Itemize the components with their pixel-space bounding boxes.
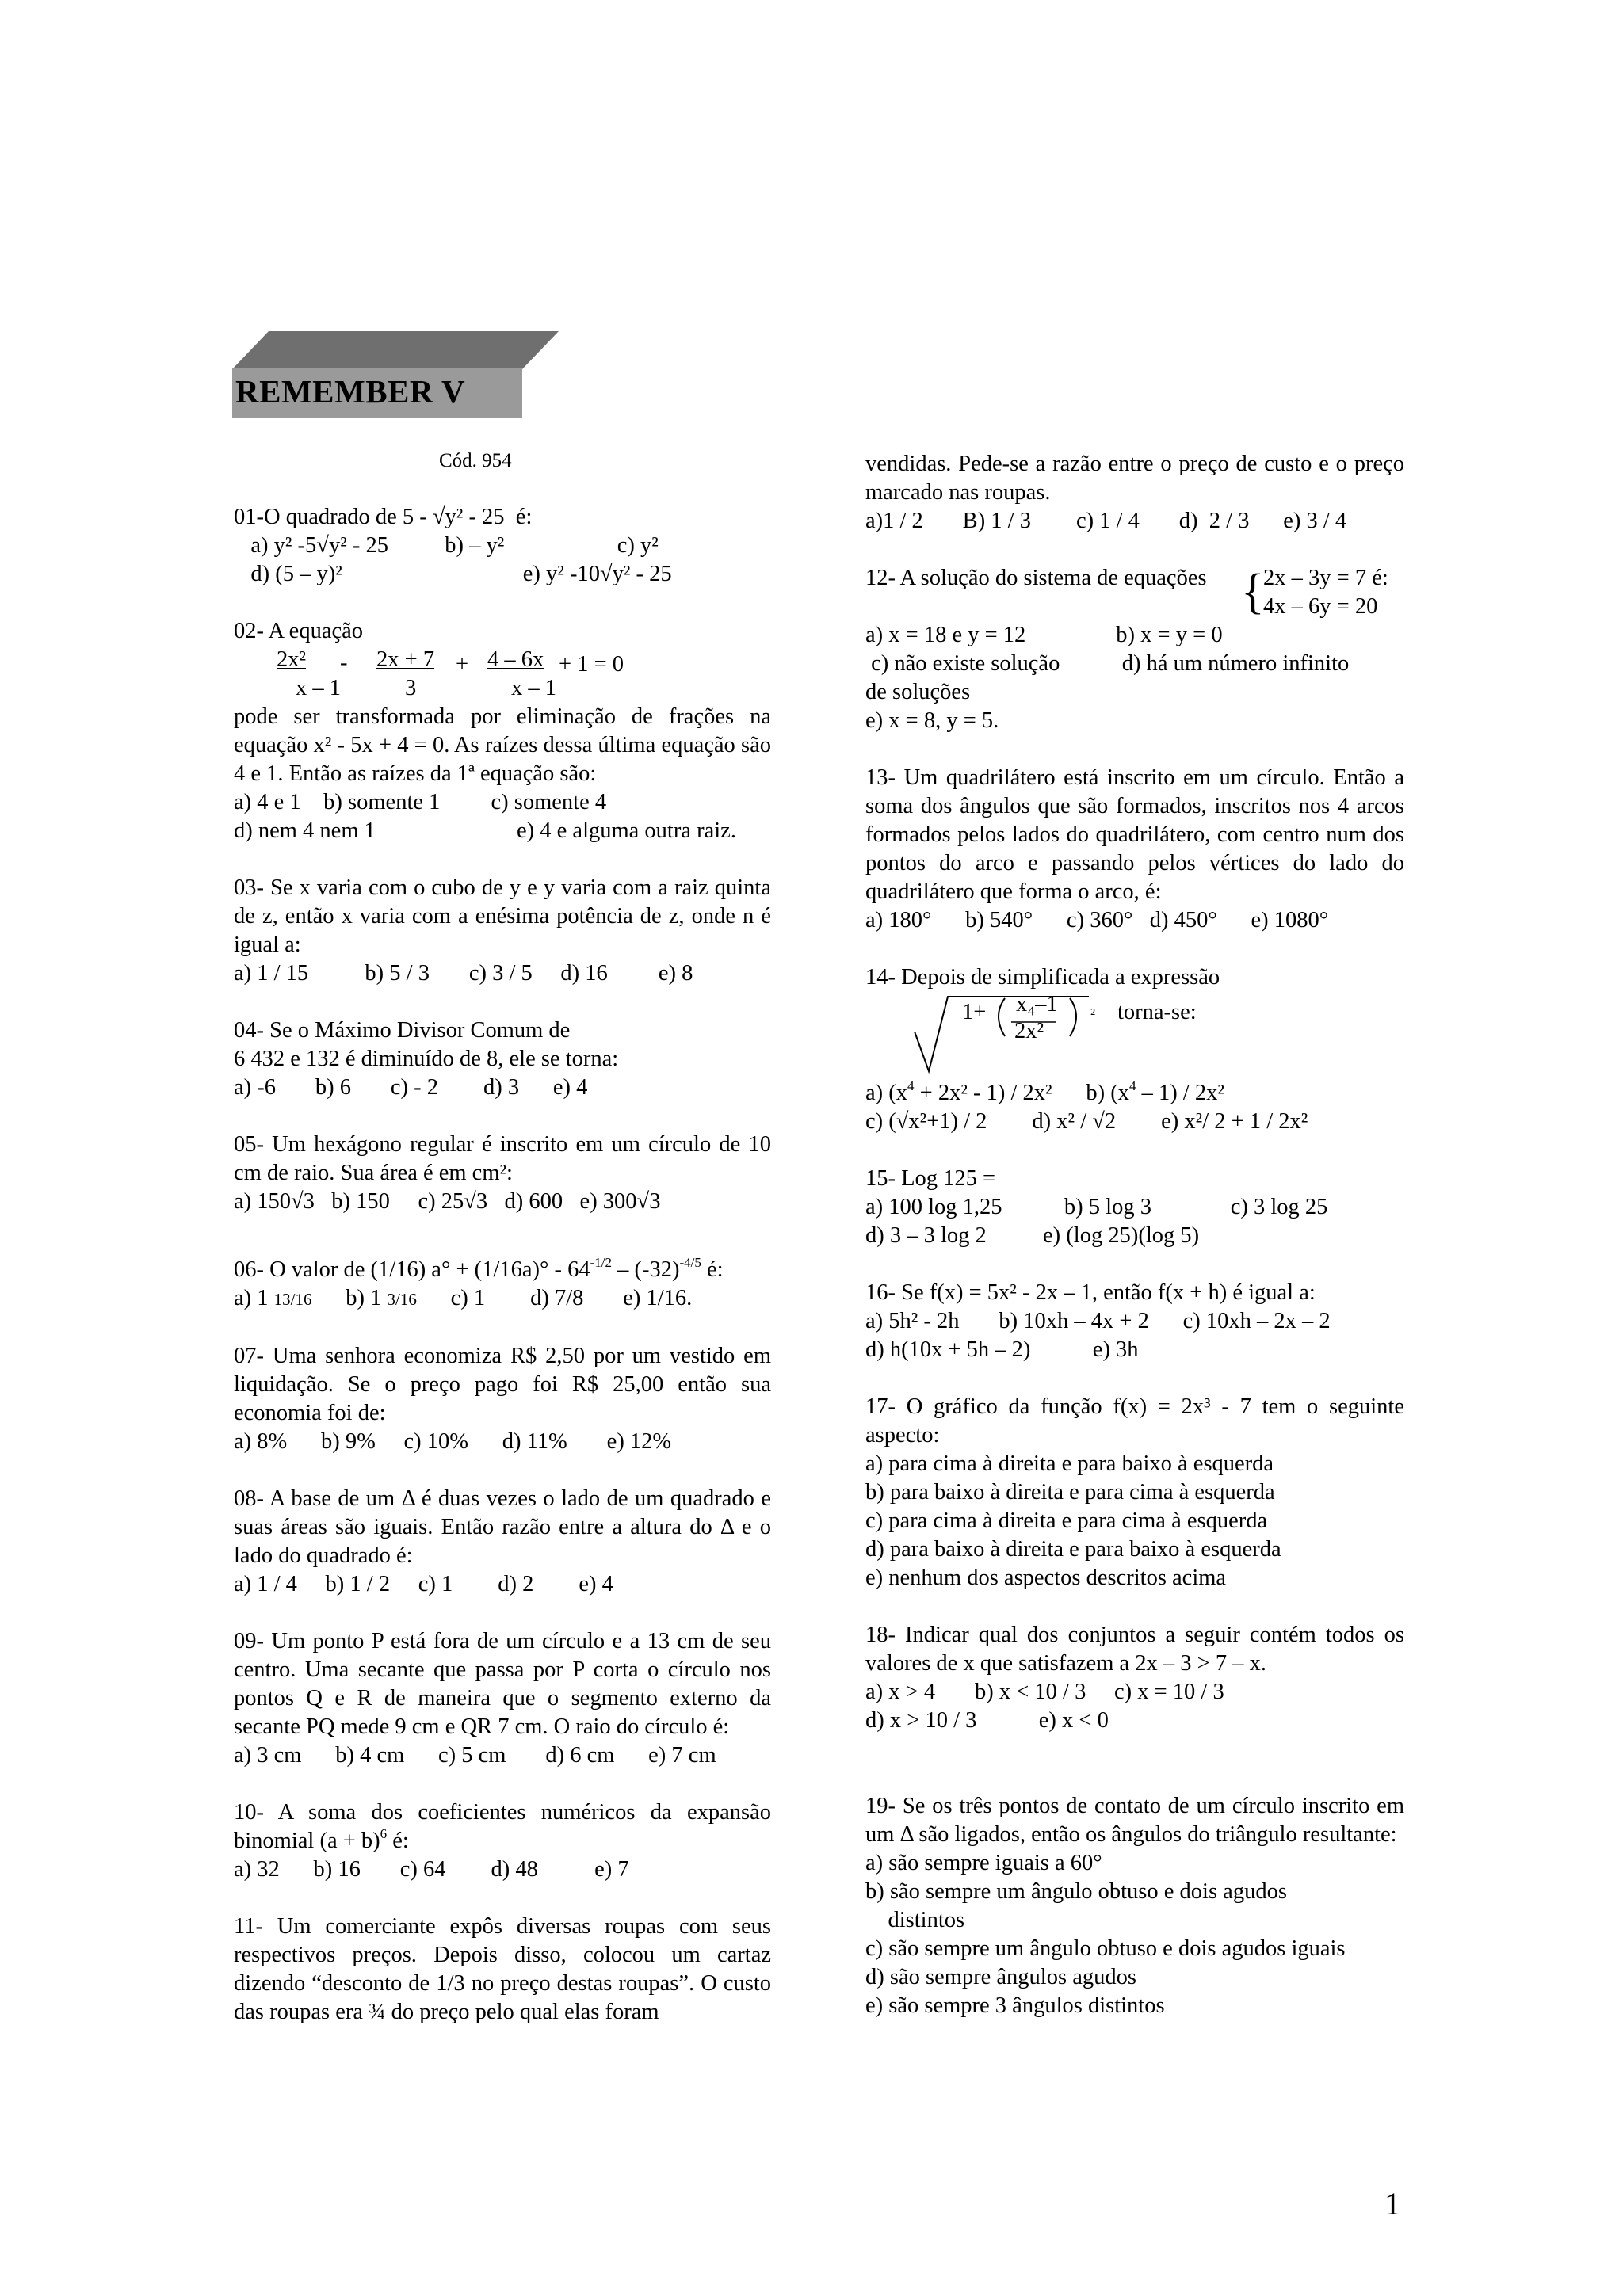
q12-stem: 12- A solução do sistema de equações [865,566,1207,590]
question-05 [234,1131,771,1216]
q06-stem-b: – (-32) [612,1257,680,1282]
question-16 [865,1279,1404,1364]
q05-body: 05- Um hexágono regular é inscrito em um círculo de 10 cm de raio. Sua área é em cm²: [234,1132,771,1185]
q03-body: 03- Se x varia com o cubo de y e y varia com a raiz quinta de z, então x varia com a enésima potência de z, onde n é igual a: [234,875,771,957]
q10-body [234,1798,771,1855]
q19-option-d: d) são sempre ângulos agudos [865,1965,1136,1989]
q19-option-a: a) são sempre iguais a 60° [865,1851,1102,1875]
q06-opt-b-frac: 3/16 [387,1290,417,1309]
q14-opt-a2: + 2x² - 1) / 2x² b) (x [914,1081,1129,1105]
question-01 [234,503,771,589]
q14-stem: 14- Depois de simplificada a expressão [865,965,1220,990]
q16-stem: 16- Se f(x) = 5x² - 2x – 1, então f(x + h) é igual a: [865,1280,1316,1305]
q02-equation [234,646,771,703]
q06-exp2: -4/5 [679,1254,701,1270]
q17-option-d: d) para baixo à direita e para baixo à esquerda [865,1537,1281,1562]
left-column [234,503,771,2055]
q15-options-2: d) 3 – 3 log 2 e) (log 25)(log 5) [865,1223,1200,1248]
q04-line2: 6 432 e 132 é diminuído de 8, ele se torna: [234,1047,619,1071]
question-11-continued [865,450,1404,536]
question-18 [865,1621,1404,1735]
q19-stem: 19- Se os três pontos de contato de um círculo inscrito em um Δ são ligados, então os ângulos do triângulo resultante: [865,1794,1404,1847]
q08-options: a) 1 / 4 b) 1 / 2 c) 1 d) 2 e) 4 [234,1572,613,1596]
q19-option-b1: b) são sempre um ângulo obtuso e dois agudos [865,1879,1287,1904]
q14-expression [865,992,1404,1079]
q02-plus: + [456,652,469,677]
q14-square: ² [1090,1005,1095,1023]
q02-num3: 4 – 6x [487,647,544,672]
q17-option-c: c) para cima à direita e para cima à esquerda [865,1508,1268,1533]
question-08 [234,1485,771,1599]
question-03 [234,874,771,988]
q08-body: 08- A base de um Δ é duas vezes o lado de um quadrado e suas áreas são iguais. Então razão entre a altura do Δ e o lado do quadrado é: [234,1486,771,1568]
q07-options: a) 8% b) 9% c) 10% d) 11% e) 12% [234,1429,672,1454]
q14-opt-a-exp: 4 [907,1077,915,1093]
banner-bevel [232,331,559,369]
right-column [865,450,1404,2049]
q09-options: a) 3 cm b) 4 cm c) 5 cm d) 6 cm e) 7 cm [234,1743,716,1768]
q03-options: a) 1 / 15 b) 5 / 3 c) 3 / 5 d) 16 e) 8 [234,961,693,986]
q12-eq1: 2x – 3y = 7 é: [1263,566,1388,590]
q09-body: 09- Um ponto P está fora de um círculo e a 13 cm de seu centro. Uma secante que passa por P corta o círculo nos pontos Q e R de maneira que o segmento externo da secante PQ mede 9 cm e QR 7 cm. O raio do círculo é: [234,1629,771,1739]
question-19 [865,1792,1404,2020]
q06-stem [234,1256,771,1284]
q18-options-1: a) x > 4 b) x < 10 / 3 c) x = 10 / 3 [865,1680,1224,1704]
q18-options-2: d) x > 10 / 3 e) x < 0 [865,1708,1109,1733]
q10-body-a: 10- A soma dos coeficientes numéricos da expansão binomial (a + b) [234,1800,771,1853]
q13-body: 13- Um quadrilátero está inscrito em um círculo. Então a soma dos ângulos que são formados, inscritos nos 4 arcos formados pelos lados do quadrilátero, com centro num dos pontos do arco e passando pelos vértices do lado do quadrilátero que forma o arco, é: [865,765,1404,904]
q02-minus: - [340,650,348,675]
q19-option-c: c) são sempre um ângulo obtuso e dois agudos iguais [865,1936,1346,1961]
question-04 [234,1016,771,1102]
q18-stem: 18- Indicar qual dos conjuntos a seguir contém todos os valores de x que satisfazem a 2x – 3 > 7 – x. [865,1623,1404,1676]
q14-options-2: c) (√x²+1) / 2 d) x² / √2 e) x²/ 2 + 1 / 2x² [865,1109,1308,1134]
question-15 [865,1165,1404,1250]
q14-options-1 [865,1079,1404,1108]
q14-opt-b2: – 1) / 2x² [1136,1081,1224,1105]
q11-cont-body: vendidas. Pede-se a razão entre o preço de custo e o preço marcado nas roupas. [865,452,1404,505]
q02-options-2: d) nem 4 nem 1 e) 4 e alguma outra raiz. [234,818,736,843]
q04-line1: 04- Se o Máximo Divisor Comum de [234,1018,571,1043]
q14-opt-b-exp: 4 [1128,1077,1136,1093]
q02-body: pode ser transformada por eliminação de frações na equação x² - 5x + 4 = 0. As raízes dessa última equação são 4 e 1. Então as raízes da 1ª equação são: [234,704,771,786]
q02-options-1: a) 4 e 1 b) somente 1 c) somente 4 [234,790,607,814]
q16-options-2: d) h(10x + 5h – 2) e) 3h [865,1337,1139,1362]
q14-numerator: x₄–1 [1016,992,1058,1016]
q01-options-1: a) y² -5√y² - 25 b) – y² c) y² [234,533,659,558]
q11-body: 11- Um comerciante expôs diversas roupas com seus respectivos preços. Depois disso, colocou um cartaz dizendo “desconto de 1/3 no preço destas roupas”. O custo das roupas era ¾ do preço pelo qual elas foram [234,1914,771,2024]
q01-options-2: d) (5 – y)² e) y² -10√y² - 25 [234,562,672,586]
q10-exp: 6 [380,1825,388,1841]
q14-one-plus: 1+ [962,1000,987,1024]
question-09 [234,1627,771,1770]
q10-options: a) 32 b) 16 c) 64 d) 48 e) 7 [234,1857,629,1882]
q02-num1: 2x² [277,647,307,672]
q12-brace: { [1241,565,1265,619]
question-10 [234,1798,771,1884]
q06-opt-rest: c) 1 d) 7/8 e) 1/16. [416,1286,693,1310]
q04-options: a) -6 b) 6 c) - 2 d) 3 e) 4 [234,1075,588,1100]
q17-stem: 17- O gráfico da função f(x) = 2x³ - 7 tem o seguinte aspecto: [865,1394,1404,1447]
code-label: Cód. 954 [439,450,512,471]
q12-system [865,564,1404,621]
q13-options: a) 180° b) 540° c) 360° d) 450° e) 1080° [865,908,1329,933]
q06-opt-a: a) 1 [234,1286,274,1310]
q10-body-b: é: [387,1829,409,1853]
q02-den3: x – 1 [511,676,556,700]
question-12 [865,564,1404,735]
q07-body: 07- Uma senhora economiza R$ 2,50 por um vestido em liquidação. Se o preço pago foi R$ 25,00 então sua economia foi de: [234,1344,771,1425]
q14-opt-a1: a) (x [865,1081,908,1105]
q14-denominator: 2x² [1014,1019,1044,1043]
q01-stem: 01-O quadrado de 5 - √y² - 25 é: [234,505,533,529]
q12-options-1: a) x = 18 e y = 12 b) x = y = 0 [865,623,1223,647]
q02-stem: 02- A equação [234,619,364,643]
q12-eq2: 4x – 6y = 20 [1263,594,1378,619]
q19-option-e: e) são sempre 3 ângulos distintos [865,1993,1165,2018]
q17-option-b: b) para baixo à direita e para cima à esquerda [865,1480,1275,1505]
q12-options-4: e) x = 8, y = 5. [865,708,999,733]
page-number: 1 [1384,2186,1400,2222]
q02-den2: 3 [405,676,417,700]
page-title: REMEMBER V [235,373,466,410]
q14-tail: torna-se: [1117,1000,1197,1024]
question-11 [234,1913,771,2027]
q12-options-3: de soluções [865,680,971,704]
q15-stem: 15- Log 125 = [865,1166,996,1191]
title-banner [232,331,559,418]
q06-stem-a: 06- O valor de (1/16) a° + (1/16a)° - 64 [234,1257,590,1282]
question-17 [865,1393,1404,1592]
question-06 [234,1256,771,1314]
q02-den1: x – 1 [296,676,341,700]
question-07 [234,1342,771,1456]
question-14 [865,963,1404,1136]
q02-tail: + 1 = 0 [559,652,624,677]
q17-option-e: e) nenhum dos aspectos descritos acima [865,1566,1227,1590]
q12-options-2: c) não existe solução d) há um número infinito [865,651,1350,676]
question-02 [234,617,771,845]
q05-options: a) 150√3 b) 150 c) 25√3 d) 600 e) 300√3 [234,1189,661,1214]
q06-opt-a-frac: 13/16 [273,1290,312,1309]
q15-options-1: a) 100 log 1,25 b) 5 log 3 c) 3 log 25 [865,1195,1328,1219]
q06-exp1: -1/2 [590,1254,613,1270]
q19-option-b2: distintos [865,1908,965,1932]
q02-num2: 2x + 7 [376,647,435,672]
q16-options-1: a) 5h² - 2h b) 10xh – 4x + 2 c) 10xh – 2x – 2 [865,1309,1331,1333]
q11-options: a)1 / 2 B) 1 / 3 c) 1 / 4 d) 2 / 3 e) 3 / 4 [865,509,1347,533]
q06-stem-c: é: [701,1257,724,1282]
q17-option-a: a) para cima à direita e para baixo à esquerda [865,1451,1274,1476]
q06-options [234,1284,771,1314]
question-13 [865,764,1404,935]
q06-opt-b: b) 1 [311,1286,388,1310]
